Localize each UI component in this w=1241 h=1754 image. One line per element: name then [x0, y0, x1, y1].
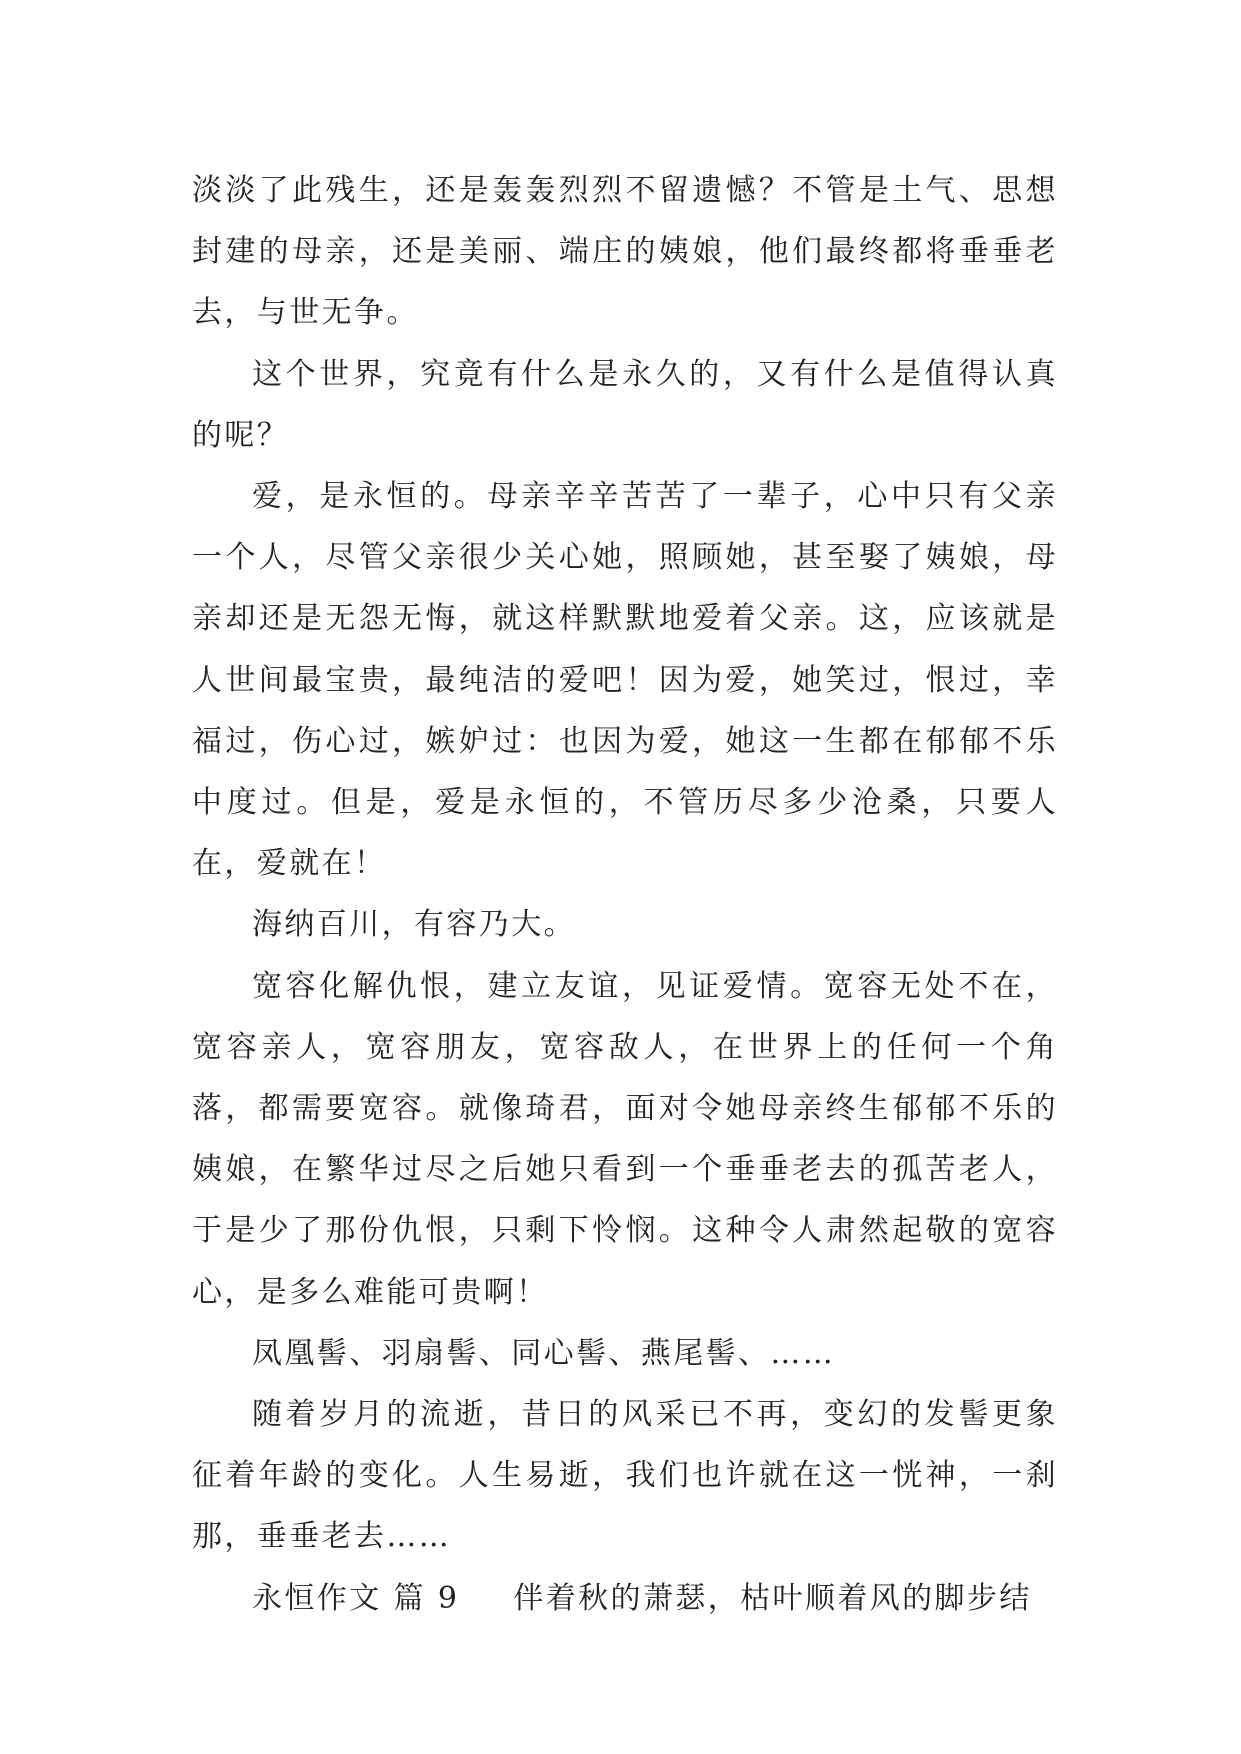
section-heading-line [192, 1568, 1058, 1629]
paragraph-2: 这个世界，究竟有什么是永久的，又有什么是值得认真的呢？ [192, 356, 1058, 453]
paragraph-6: 凤凰髻、羽扇髻、同心髻、燕尾髻、…… [252, 1335, 836, 1371]
paragraph-3: 爱，是永恒的。母亲辛辛苦苦了一辈子，心中只有父亲一个人，尽管父亲很少关心她，照顾她，甚至娶了姨娘，母亲却还是无怨无悔，就这样默默地爱着父亲。这，应该就是人世间最宝贵，最纯洁的爱吧！因为爱，她笑过，恨过，幸福过，伤心过，嫉妒过：也因为爱，她这一生都在郁郁不乐中度过。但是，爱是永恒的，不管历尽多少沧桑，只要人在，爱就在！ [192, 479, 1058, 882]
section-heading-title: 永恒作文 篇 9 [252, 1580, 460, 1616]
paragraph-4: 海纳百川，有容乃大。 [252, 907, 576, 943]
paragraph-1: 淡淡了此残生，还是轰轰烈烈不留遗憾？不管是土气、思想封建的母亲，还是美丽、端庄的姨娘，他们最终都将垂垂老去，与世无争。 [192, 173, 1058, 331]
paragraph-5: 宽容化解仇恨，建立友谊，见证爱情。宽容无处不在，宽容亲人，宽容朋友，宽容敌人，在世界上的任何一个角落，都需要宽容。就像琦君，面对令她母亲终生郁郁不乐的姨娘，在繁华过尽之后她只看到一个垂垂老去的孤苦老人，于是少了那份仇恨，只剩下怜悯。这种令人肃然起敬的宽容心，是多么难能可贵啊！ [192, 968, 1058, 1310]
document-body [192, 160, 1058, 1629]
section-heading-continuation: 伴着秋的萧瑟，枯叶顺着风的脚步结 [513, 1580, 1032, 1616]
paragraph-7: 随着岁月的流逝，昔日的风采已不再，变幻的发髻更象征着年龄的变化。人生易逝，我们也许就在这一恍神，一刹那，垂垂老去…… [192, 1397, 1058, 1555]
